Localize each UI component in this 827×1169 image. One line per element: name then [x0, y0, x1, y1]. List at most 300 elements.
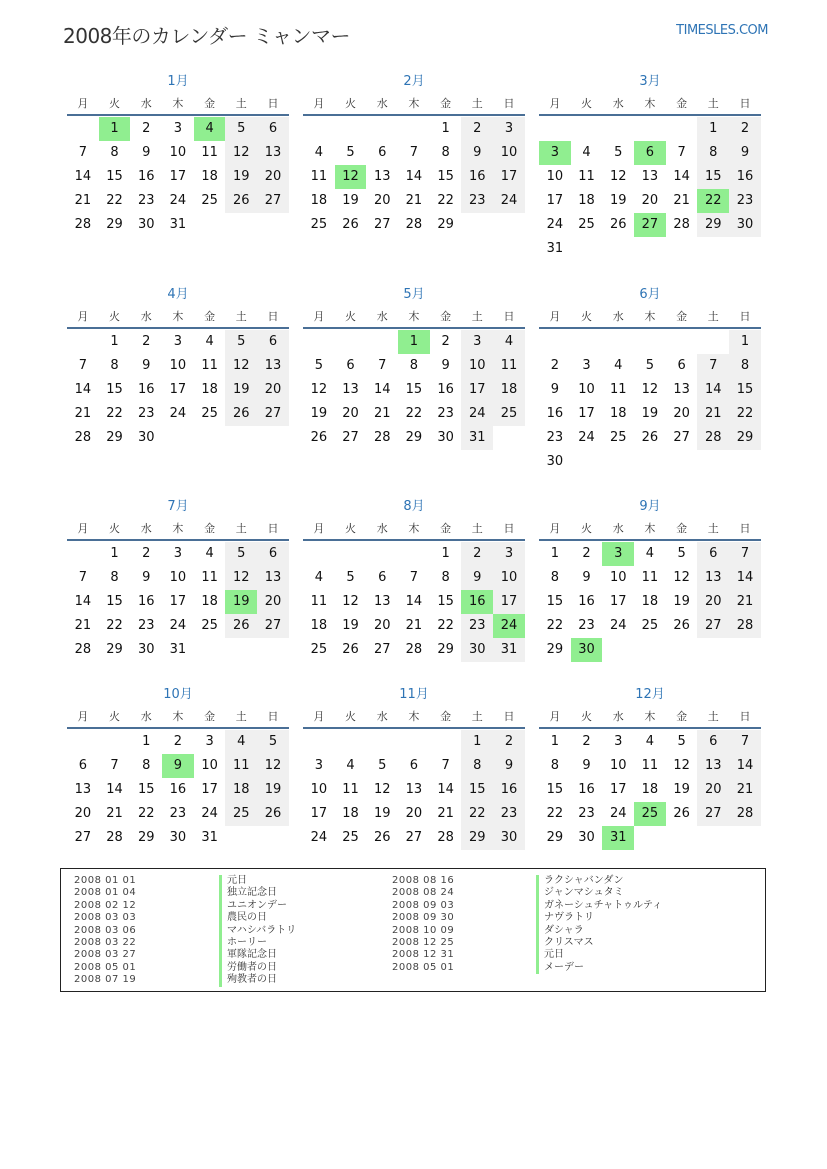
- day-cell: 12: [257, 754, 289, 778]
- day-cell: 8: [461, 754, 493, 778]
- day-cell: 8: [697, 141, 729, 165]
- holiday-name: ユニオンデー: [219, 900, 296, 912]
- empty-cell: [602, 117, 634, 141]
- weekday-label: 火: [581, 310, 593, 323]
- weekday-label: 月: [313, 310, 325, 323]
- day-cell: 11: [201, 145, 218, 160]
- empty-cell: [398, 542, 430, 566]
- day-cell: 8: [550, 570, 559, 585]
- day-cell: 13: [373, 169, 391, 184]
- day-cell: 21: [74, 193, 92, 208]
- day-cell: 29: [546, 830, 564, 845]
- day-cell: 1: [110, 546, 119, 561]
- day-cell: 9: [493, 754, 525, 778]
- day-cell: 10: [546, 169, 564, 184]
- day-cell: 3: [205, 734, 214, 749]
- day-cell: 20: [342, 406, 359, 421]
- day-cell: 7: [78, 145, 87, 160]
- weekday-label: 水: [140, 710, 152, 723]
- day-cell: 17: [493, 590, 525, 614]
- day-cell: 22: [106, 193, 123, 208]
- day-cell: 7: [378, 358, 387, 373]
- day-cell: 16: [437, 382, 454, 397]
- day-cell: 27: [342, 430, 359, 445]
- weekday-label: 木: [408, 310, 420, 323]
- day-cell: 3: [314, 758, 323, 773]
- weekday-label: 土: [235, 97, 247, 110]
- day-cell: 19: [373, 806, 391, 821]
- weekday-label: 金: [676, 522, 688, 535]
- page-title: 2008年のカレンダー ミャンマー: [63, 24, 351, 48]
- day-cell: 1: [441, 546, 450, 561]
- weekday-header: [539, 305, 761, 329]
- holiday-name: マハシバラトリ: [219, 925, 296, 937]
- month-name: 11月: [399, 687, 429, 702]
- day-cell: 22: [106, 618, 123, 633]
- day-cell: 6: [257, 330, 289, 354]
- day-cell: 21: [405, 193, 423, 208]
- day-cell: 15: [461, 778, 493, 802]
- holiday-date: 2008 02 12: [74, 899, 137, 911]
- weekday-label: 金: [676, 710, 688, 723]
- day-cell: 1: [110, 334, 119, 349]
- day-cell: 20: [673, 406, 690, 421]
- day-cell: 24: [169, 193, 187, 208]
- holiday-date: 2008 08 16: [392, 875, 455, 886]
- day-cell: 4: [346, 758, 355, 773]
- day-cell: 14: [405, 169, 423, 184]
- empty-cell: [67, 330, 99, 354]
- brand-logo[interactable]: TIMESLES.COM: [676, 23, 768, 38]
- day-cell: 22: [546, 618, 564, 633]
- empty-cell: [335, 542, 367, 566]
- day-cell: 26: [225, 402, 257, 426]
- day-cell: 2: [550, 358, 559, 373]
- day-cell: 25: [201, 618, 218, 633]
- day-cell: 1: [550, 546, 559, 561]
- day-cell: 23: [578, 618, 595, 633]
- weekday-label: 日: [503, 710, 515, 723]
- day-cell: 18: [310, 193, 328, 208]
- day-cell: 14: [373, 382, 391, 397]
- day-cell: 2: [441, 334, 450, 349]
- day-cell: 13: [74, 782, 92, 797]
- day-cell: 5: [225, 542, 257, 566]
- day-cell: 5: [614, 145, 623, 160]
- weekday-label: 金: [440, 310, 452, 323]
- weekday-label: 金: [204, 310, 216, 323]
- day-cell: 3: [173, 546, 183, 561]
- weekday-label: 金: [204, 97, 216, 110]
- day-cell: 17: [169, 382, 187, 397]
- holiday-name: ホーリー: [219, 937, 296, 949]
- day-cell: 22: [729, 402, 761, 426]
- empty-cell: [634, 330, 666, 354]
- day-cell: 6: [257, 117, 289, 141]
- day-cell: 25: [310, 642, 328, 657]
- day-cell: 19: [310, 406, 328, 421]
- day-cell: 15: [546, 782, 564, 797]
- month-name: 12月: [635, 687, 665, 702]
- day-grid: [303, 116, 525, 237]
- day-cell: 26: [673, 806, 690, 821]
- day-cell: 2: [461, 117, 493, 141]
- weekday-label: 水: [140, 522, 152, 535]
- day-grid: [539, 329, 761, 474]
- day-cell: 19: [225, 378, 257, 402]
- weekday-label: 火: [581, 97, 593, 110]
- weekday-label: 火: [109, 522, 121, 535]
- day-cell: 23: [137, 193, 155, 208]
- day-cell: 17: [169, 594, 187, 609]
- weekday-label: 水: [376, 522, 388, 535]
- weekday-label: 日: [267, 97, 279, 110]
- day-cell: 10: [169, 358, 187, 373]
- day-cell: 23: [137, 618, 155, 633]
- day-cell: 13: [697, 566, 729, 590]
- empty-cell: [366, 117, 398, 141]
- holiday-name: ジャンマシュタミ: [536, 887, 662, 899]
- weekday-label: 日: [267, 710, 279, 723]
- month-name: 8月: [403, 499, 425, 514]
- day-cell: 21: [405, 618, 423, 633]
- holiday-day-cell: 24: [493, 614, 525, 638]
- holiday-dates-right: [392, 875, 454, 974]
- day-cell: 28: [106, 830, 123, 845]
- day-cell: 2: [582, 734, 591, 749]
- weekday-label: 土: [707, 710, 719, 723]
- day-cell: 26: [373, 830, 391, 845]
- day-cell: 10: [310, 782, 328, 797]
- day-cell: 10: [609, 570, 627, 585]
- day-cell: 28: [729, 614, 761, 638]
- day-cell: 29: [729, 426, 761, 450]
- holiday-name: 殉教者の日: [219, 974, 296, 986]
- day-cell: 23: [461, 614, 493, 638]
- day-cell: 20: [373, 193, 391, 208]
- day-cell: 12: [609, 169, 627, 184]
- day-cell: 26: [609, 217, 627, 232]
- day-cell: 5: [346, 570, 355, 585]
- empty-cell: [571, 117, 603, 141]
- holiday-date: 2008 09 03: [392, 899, 455, 911]
- weekday-label: 木: [172, 97, 184, 110]
- day-cell: 26: [225, 614, 257, 638]
- holiday-names-right: [536, 875, 662, 974]
- day-cell: 30: [169, 830, 187, 845]
- day-cell: 29: [437, 217, 454, 232]
- day-cell: 30: [546, 454, 564, 469]
- day-cell: 19: [225, 165, 257, 189]
- day-cell: 24: [546, 217, 564, 232]
- day-cell: 8: [441, 145, 450, 160]
- weekday-header: [67, 517, 289, 541]
- weekday-label: 土: [471, 97, 483, 110]
- weekday-label: 日: [503, 310, 515, 323]
- weekday-label: 月: [549, 710, 561, 723]
- empty-cell: [366, 330, 398, 354]
- day-cell: 10: [493, 141, 525, 165]
- day-cell: 17: [546, 193, 564, 208]
- day-cell: 26: [641, 430, 659, 445]
- day-cell: 22: [405, 406, 423, 421]
- weekday-label: 土: [235, 522, 247, 535]
- weekday-label: 木: [172, 310, 184, 323]
- weekday-label: 月: [77, 97, 89, 110]
- day-cell: 13: [373, 594, 391, 609]
- day-cell: 27: [373, 642, 391, 657]
- day-cell: 21: [729, 590, 761, 614]
- day-cell: 31: [201, 830, 218, 845]
- day-cell: 15: [106, 594, 123, 609]
- day-cell: 22: [137, 806, 155, 821]
- holiday-date: 2008 03 27: [74, 949, 137, 961]
- month-7: [67, 497, 289, 662]
- empty-cell: [67, 117, 99, 141]
- day-cell: 6: [378, 145, 387, 160]
- day-cell: 28: [673, 217, 690, 232]
- day-cell: 13: [697, 754, 729, 778]
- month-6: [539, 285, 761, 474]
- day-cell: 24: [493, 189, 525, 213]
- day-cell: 7: [729, 542, 761, 566]
- day-cell: 18: [641, 594, 659, 609]
- weekday-label: 水: [376, 710, 388, 723]
- day-cell: 1: [142, 734, 151, 749]
- day-grid: [67, 329, 289, 450]
- day-cell: 30: [137, 217, 155, 232]
- day-cell: 18: [225, 778, 257, 802]
- holiday-day-cell: 25: [634, 802, 666, 826]
- day-cell: 11: [225, 754, 257, 778]
- day-cell: 23: [729, 189, 761, 213]
- day-cell: 28: [74, 430, 92, 445]
- holiday-dates-left: [74, 875, 136, 987]
- day-cell: 17: [609, 594, 627, 609]
- day-cell: 27: [405, 830, 423, 845]
- holiday-day-cell: 27: [634, 213, 666, 237]
- day-cell: 29: [437, 642, 454, 657]
- day-cell: 6: [257, 542, 289, 566]
- month-2: [303, 72, 525, 237]
- day-cell: 7: [441, 758, 450, 773]
- day-cell: 24: [609, 806, 627, 821]
- holiday-day-cell: 6: [634, 141, 666, 165]
- day-cell: 22: [437, 193, 454, 208]
- day-cell: 6: [346, 358, 355, 373]
- day-cell: 5: [378, 758, 387, 773]
- holiday-date: 2008 09 30: [392, 912, 455, 924]
- holiday-day-cell: 4: [194, 117, 226, 141]
- day-cell: 19: [673, 594, 690, 609]
- day-cell: 16: [493, 778, 525, 802]
- holiday-name: ダシャラ: [536, 925, 662, 937]
- day-cell: 17: [310, 806, 328, 821]
- weekday-label: 日: [739, 710, 751, 723]
- day-cell: 28: [74, 217, 92, 232]
- weekday-label: 金: [440, 710, 452, 723]
- day-cell: 5: [225, 117, 257, 141]
- weekday-label: 木: [644, 522, 656, 535]
- day-cell: 16: [546, 406, 564, 421]
- day-cell: 24: [169, 406, 187, 421]
- weekday-header: [303, 92, 525, 116]
- day-cell: 29: [405, 430, 423, 445]
- day-cell: 12: [225, 566, 257, 590]
- empty-cell: [99, 730, 131, 754]
- day-cell: 28: [697, 426, 729, 450]
- month-name: 6月: [639, 287, 661, 302]
- weekday-label: 土: [707, 97, 719, 110]
- holiday-day-cell: 3: [539, 141, 571, 165]
- month-3: [539, 72, 761, 261]
- day-cell: 4: [205, 546, 214, 561]
- day-cell: 15: [729, 378, 761, 402]
- day-cell: 24: [578, 430, 595, 445]
- month-name: 10月: [163, 687, 193, 702]
- empty-cell: [602, 330, 634, 354]
- day-cell: 28: [437, 830, 454, 845]
- day-cell: 14: [437, 782, 454, 797]
- day-cell: 9: [461, 566, 493, 590]
- day-cell: 9: [550, 382, 559, 397]
- weekday-label: 日: [503, 97, 515, 110]
- day-cell: 25: [342, 830, 359, 845]
- holiday-date: 2008 03 03: [74, 912, 137, 924]
- day-cell: 8: [110, 570, 119, 585]
- day-cell: 31: [546, 241, 564, 256]
- day-cell: 10: [169, 570, 187, 585]
- weekday-label: 火: [109, 97, 121, 110]
- holiday-name: 元日: [219, 875, 296, 887]
- day-cell: 19: [673, 782, 690, 797]
- day-cell: 19: [342, 618, 359, 633]
- day-cell: 15: [106, 169, 123, 184]
- day-cell: 30: [437, 430, 454, 445]
- day-cell: 28: [729, 802, 761, 826]
- day-cell: 29: [106, 430, 123, 445]
- day-cell: 14: [729, 754, 761, 778]
- day-cell: 30: [729, 213, 761, 237]
- holiday-day-cell: 19: [225, 590, 257, 614]
- day-cell: 26: [673, 618, 690, 633]
- day-cell: 24: [609, 618, 627, 633]
- day-cell: 31: [493, 638, 525, 662]
- holiday-day-cell: 3: [602, 542, 634, 566]
- day-cell: 10: [578, 382, 595, 397]
- month-name: 4月: [167, 287, 189, 302]
- weekday-label: 木: [644, 310, 656, 323]
- day-cell: 28: [74, 642, 92, 657]
- day-cell: 11: [578, 169, 595, 184]
- day-cell: 13: [257, 141, 289, 165]
- day-cell: 15: [437, 169, 454, 184]
- weekday-label: 水: [140, 97, 152, 110]
- day-grid: [67, 116, 289, 237]
- day-cell: 27: [697, 802, 729, 826]
- month-name: 5月: [403, 287, 425, 302]
- day-cell: 20: [405, 806, 423, 821]
- month-name: 9月: [639, 499, 661, 514]
- day-cell: 24: [461, 402, 493, 426]
- weekday-label: 火: [345, 310, 357, 323]
- weekday-label: 月: [549, 522, 561, 535]
- day-cell: 18: [641, 782, 659, 797]
- day-cell: 16: [578, 594, 595, 609]
- day-cell: 31: [169, 642, 187, 657]
- day-cell: 2: [461, 542, 493, 566]
- day-cell: 18: [201, 382, 218, 397]
- holiday-names-left: [219, 875, 296, 987]
- weekday-label: 火: [109, 310, 121, 323]
- day-cell: 31: [169, 217, 187, 232]
- month-1: [67, 72, 289, 237]
- day-cell: 11: [342, 782, 359, 797]
- day-cell: 15: [106, 382, 123, 397]
- month-name: 2月: [403, 74, 425, 89]
- day-cell: 3: [173, 334, 183, 349]
- day-cell: 21: [74, 406, 92, 421]
- day-cell: 10: [493, 566, 525, 590]
- day-cell: 23: [437, 406, 454, 421]
- weekday-label: 金: [440, 522, 452, 535]
- weekday-label: 月: [313, 710, 325, 723]
- day-cell: 10: [609, 758, 627, 773]
- empty-cell: [666, 330, 698, 354]
- day-cell: 4: [205, 334, 214, 349]
- weekday-label: 土: [235, 310, 247, 323]
- empty-cell: [539, 117, 571, 141]
- day-cell: 15: [137, 782, 155, 797]
- holiday-day-cell: 12: [335, 165, 367, 189]
- day-cell: 11: [310, 594, 328, 609]
- day-cell: 6: [677, 358, 686, 373]
- day-cell: 20: [257, 165, 289, 189]
- weekday-label: 木: [172, 710, 184, 723]
- day-cell: 8: [441, 570, 450, 585]
- empty-cell: [398, 117, 430, 141]
- day-cell: 13: [641, 169, 659, 184]
- day-cell: 7: [409, 145, 419, 160]
- holiday-name: ラクシャバンダン: [536, 875, 662, 887]
- weekday-label: 水: [612, 97, 624, 110]
- day-cell: 20: [697, 778, 729, 802]
- weekday-label: 土: [471, 522, 483, 535]
- weekday-label: 月: [77, 710, 89, 723]
- day-cell: 3: [614, 734, 623, 749]
- weekday-label: 木: [644, 97, 656, 110]
- day-grid: [303, 541, 525, 662]
- weekday-label: 火: [345, 522, 357, 535]
- holiday-name: ガネーシュチャトゥルティ: [536, 900, 662, 912]
- weekday-label: 金: [676, 97, 688, 110]
- day-cell: 20: [257, 590, 289, 614]
- day-cell: 7: [409, 570, 419, 585]
- day-cell: 11: [493, 354, 525, 378]
- day-cell: 24: [310, 830, 328, 845]
- day-cell: 20: [697, 590, 729, 614]
- month-4: [67, 285, 289, 450]
- holiday-day-cell: 22: [697, 189, 729, 213]
- weekday-label: 木: [172, 522, 184, 535]
- day-cell: 27: [673, 430, 690, 445]
- day-cell: 6: [78, 758, 87, 773]
- day-cell: 2: [582, 546, 591, 561]
- day-cell: 11: [310, 169, 328, 184]
- day-cell: 5: [677, 546, 686, 561]
- empty-cell: [366, 542, 398, 566]
- day-cell: 5: [346, 145, 355, 160]
